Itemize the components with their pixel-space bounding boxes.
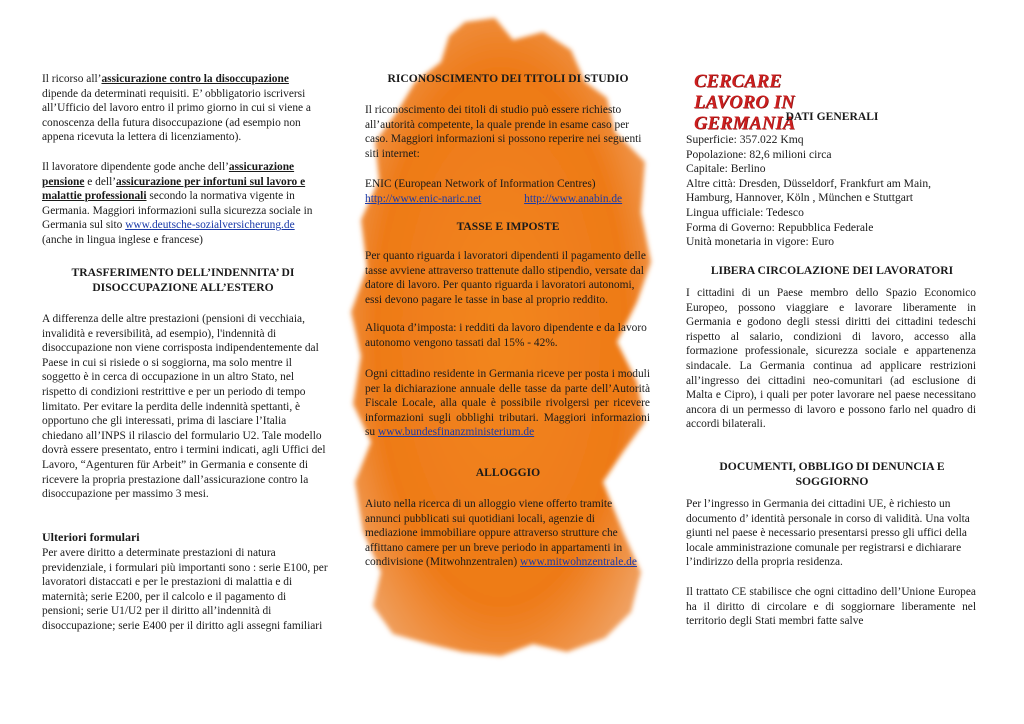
fact-government: Forma di Governo: Repubblica Federale bbox=[686, 220, 874, 234]
fact-area: Superficie: 357.022 Kmq bbox=[686, 133, 804, 146]
fact-currency: Unità monetaria in vigore: Euro bbox=[686, 235, 835, 249]
text: dipende da determinati requisiti. E’ obbligatorio iscriversi all’Ufficio del lavoro entro il primo giorno in cui si viene a conoscenza della futura disoccupazione (ad esempio non appena ricevuta la lettera di licenziamento). bbox=[42, 87, 311, 144]
enic-paragraph bbox=[365, 177, 650, 206]
unemployment-transfer-paragraph: A differenza delle altre prestazioni (pensioni di vecchiaia, invalidità e reversibilità, ad esempio), l'indennità di disoccupazione non viene corrisposta indipendentemente dal Paese in cui si risiede o si soggiorna, ma solo mentre il soggetto è in cerca di occupazione in un altro Stato, nel rispetto di condizioni restrittive e per un periodo di tempo limitato. Per evitare la perdita delle indennità spettanti, è opportuno che gli interessati, prima di lasciare l’Italia chiedano all’INPS il rilascio del formulario U2. Tale modello dovrà essere presentato, entro i termini indicati, agli Uffici del Lavoro, “Agenturen für Arbeit” in Germania e consente di ricevere la propria prestazione dall’assicurazione contro la disoccupazione per massimo 3 mesi. bbox=[42, 313, 326, 501]
fact-language: Lingua ufficiale: Tedesco bbox=[686, 205, 804, 219]
text: Il lavoratore dipendente gode anche dell’ bbox=[42, 161, 229, 173]
free-movement-heading: LIBERA CIRCOLAZIONE DEI LAVORATORI bbox=[710, 264, 954, 277]
tax-return-paragraph bbox=[365, 367, 650, 440]
eu-treaty-paragraph: Il trattato CE stabilisce che ogni cittadino dell’Unione Europea ha il diritto di circolare e di soggiornare liberamente nel territorio degli Stati membri fatte salve bbox=[686, 586, 976, 628]
mitwohnzentrale-link[interactable]: www.mitwohnzentrale.de bbox=[520, 556, 637, 569]
text: Ogni cittadino residente in Germania riceve per posta i moduli per la dichiarazione annuale delle tasse da parte dell’Autorità Fiscale Locale, alla quale è possibile rivolgersi per ricevere informazioni sugli obblighi tributari. Maggiori informazioni su bbox=[365, 368, 650, 439]
pension-insurance-paragraph bbox=[42, 160, 324, 248]
free-movement-paragraph: I cittadini di un Paese membro dello Spazio Economico Europeo, possono viaggiare e lavorare liberamente in Germania e godono degli stessi diritti dei cittadini tedeschi rispetto al salario, condizioni di lavoro, accesso alla formazione professionale, sicurezza sociale e appartenenza sindacale. La Germania continua ad applicare restrizioni all’ingresso dei cittadini neo-comunitari (ad esclusione di Malta e Cipro), i quali per poter lavorare nel paese necessitano ancora di un permesso di lavoro e possono farlo nel quadro di accordi bilaterali. bbox=[686, 287, 976, 431]
text: Il ricorso all’ bbox=[42, 73, 102, 85]
diploma-recognition-heading: RICONOSCIMENTO DEI TITOLI DI STUDIO bbox=[387, 72, 629, 85]
fact-population: Popolazione: 82,6 milioni circa bbox=[686, 147, 832, 161]
unemployment-insurance-term: assicurazione contro la disoccupazione bbox=[101, 73, 289, 85]
other-forms-paragraph: Per avere diritto a determinate prestazioni di natura previdenziale, i formulari più importanti sono : serie E100, per lavoratori distaccati e per le prestazioni di malattia e di maternità; serie E200, per il calcolo e il pagamento di pensioni; serie U1/U2 per il diritto all’indennità di disoccupazione; serie E400 per il diritto agli assegni familiari bbox=[42, 547, 328, 632]
document-title: CERCARE LAVORO IN GERMANIA bbox=[694, 72, 796, 134]
anabin-link[interactable]: http://www.anabin.de bbox=[524, 192, 623, 205]
pension-insurance-term: assicurazione pensione bbox=[42, 161, 295, 188]
other-forms-heading: Ulteriori formulari bbox=[42, 530, 140, 544]
unemployment-insurance-paragraph bbox=[42, 72, 324, 145]
text: e dell’ bbox=[84, 175, 117, 188]
enic-naric-link[interactable]: http://www.enic-naric.net bbox=[365, 192, 482, 205]
accident-insurance-term: assicurazione per infortuni sul lavoro e malattie professionali bbox=[42, 175, 306, 203]
social-security-link[interactable]: www.deutsche-sozialversicherung.de bbox=[125, 219, 295, 232]
diploma-recognition-paragraph: Il riconoscimento dei titoli di studio può essere richiesto all’autorità competente, la quale prende in esame caso per caso. Maggiori informazioni si possono reperire nei seguenti siti internet: bbox=[365, 104, 642, 160]
general-data-list bbox=[686, 133, 978, 250]
housing-heading: ALLOGGIO bbox=[475, 466, 541, 479]
text: secondo la normativa vigente in Germania. Maggiori informazioni sulla sicurezza sociale in Germania sul sito bbox=[42, 190, 313, 232]
taxes-heading: TASSE E IMPOSTE bbox=[456, 220, 560, 233]
housing-paragraph bbox=[365, 497, 650, 570]
fact-capital: Capitale: Berlino bbox=[686, 162, 766, 176]
fact-cities: Altre città: Dresden, Düsseldorf, Frankfurt am Main, Hamburg, Hannover, Köln , München e Stuttgart bbox=[686, 176, 932, 205]
text: Aiuto nella ricerca di un alloggio viene offerto tramite annunci pubblicati sui quotidiani locali, agenzie di mediazione immobiliare oppure attraverso strutture che affittano camere per un breve periodo in appartamenti in condivisione (Mitwohnzentralen) bbox=[365, 498, 623, 569]
general-data-heading: DATI GENERALI bbox=[785, 110, 879, 123]
text: (anche in lingua inglese e francese) bbox=[42, 233, 203, 246]
documents-paragraph: Per l’ingresso in Germania dei cittadini UE, è richiesto un documento d’ identità personale in corso di validità. Una volta giunti nel paese è necessario presentarsi presso gli uffici della locale amministrazione comunale per registrarsi e dichiarare l’indirizzo della propria residenza. bbox=[686, 498, 970, 569]
taxes-paragraph: Per quanto riguarda i lavoratori dipendenti il pagamento delle tasse avviene attraverso trattenute dallo stipendio, versate dal datore di lavoro. Per quanto riguarda i lavoratori autonomi, essi devono pagare le tasse in base al proprio reddito. bbox=[365, 250, 646, 306]
finance-ministry-link[interactable]: www.bundesfinanzministerium.de bbox=[378, 426, 535, 439]
unemployment-transfer-heading: TRASFERIMENTO DELL’INDENNITA’ DI DISOCCUPAZIONE ALL’ESTERO bbox=[71, 266, 295, 294]
documents-heading: DOCUMENTI, OBBLIGO DI DENUNCIA E SOGGIORNO bbox=[719, 460, 945, 488]
tax-rate-paragraph: Aliquota d’imposta: i redditi da lavoro dipendente e da lavoro autonomo vengono tassati dal 15% - 42%. bbox=[365, 322, 647, 349]
text: ENIC (European Network of Information Centres) bbox=[365, 178, 596, 190]
